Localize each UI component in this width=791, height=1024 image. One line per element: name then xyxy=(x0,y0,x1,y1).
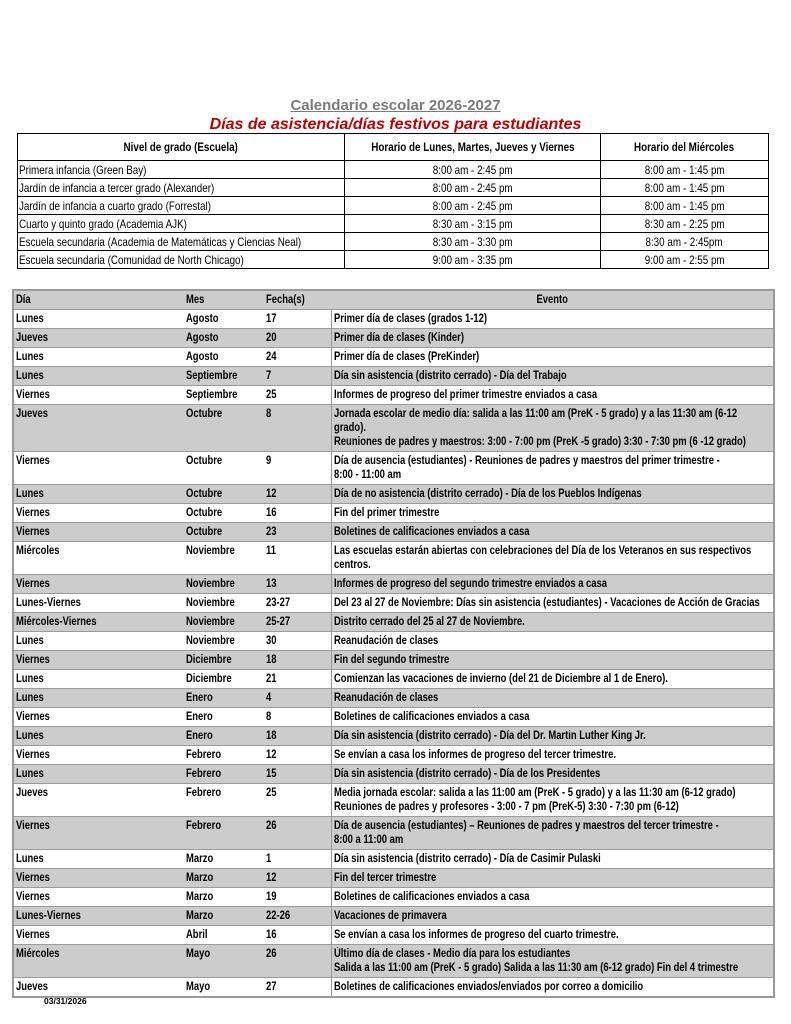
event-month: Diciembre xyxy=(184,651,264,670)
event-row xyxy=(13,613,774,632)
event-row xyxy=(13,708,774,727)
school-hours-table xyxy=(17,133,769,269)
event-description: Del 23 al 27 de Noviembre: Días sin asistencia (estudiantes) - Vacaciones de Acción de Gracias xyxy=(332,594,775,613)
event-day: Viernes xyxy=(13,386,184,405)
mtthf-hours: 8:30 am - 3:15 pm xyxy=(345,215,601,233)
event-dates: 25-27 xyxy=(264,613,332,632)
revision-date: 03/31/2026 xyxy=(44,996,87,1006)
event-row xyxy=(13,348,774,367)
event-description: Reanudación de clases xyxy=(332,632,775,651)
school-name: Escuela secundaria (Comunidad de North Chicago) xyxy=(18,251,345,269)
event-description: Primer día de clases (Kinder) xyxy=(332,329,775,348)
event-description: Día de ausencia (estudiantes) – Reuniones de padres y maestros del tercer trimestre - 8:00 a 11:00 am xyxy=(332,817,775,850)
event-month: Enero xyxy=(184,727,264,746)
event-dates: 16 xyxy=(264,504,332,523)
school-hours-row xyxy=(18,197,769,215)
wednesday-hours: 8:00 am - 1:45 pm xyxy=(601,179,769,197)
event-description: Día sin asistencia (distrito cerrado) - Día del Trabajo xyxy=(332,367,775,386)
event-dates: 20 xyxy=(264,329,332,348)
event-day: Lunes xyxy=(13,367,184,386)
event-dates: 9 xyxy=(264,452,332,485)
event-day: Lunes xyxy=(13,850,184,869)
event-row xyxy=(13,978,774,998)
event-dates: 1 xyxy=(264,850,332,869)
event-day: Viernes xyxy=(13,746,184,765)
event-description: Se envían a casa los informes de progreso del cuarto trimestre. xyxy=(332,926,775,945)
header-wednesday-hours: Horario del Miércoles xyxy=(601,134,769,161)
event-row xyxy=(13,746,774,765)
event-month: Marzo xyxy=(184,907,264,926)
event-dates: 27 xyxy=(264,978,332,998)
event-month: Octubre xyxy=(184,405,264,452)
event-dates: 16 xyxy=(264,926,332,945)
event-row xyxy=(13,523,774,542)
event-description: Día sin asistencia (distrito cerrado) - Día de los Presidentes xyxy=(332,765,775,784)
events-table xyxy=(12,289,775,998)
event-month: Mayo xyxy=(184,978,264,998)
event-description: Boletines de calificaciones enviados a casa xyxy=(332,708,775,727)
event-row xyxy=(13,888,774,907)
event-day: Lunes xyxy=(13,765,184,784)
event-description: Media jornada escolar: salida a las 11:00 am (PreK - 5 grado) y a las 11:30 am (6-12 grado) Reuniones de padres y profesores - 3:00 - 7 pm (PreK-5) 3:30 - 7:30 pm (6-12) xyxy=(332,784,775,817)
event-dates: 25 xyxy=(264,386,332,405)
event-row xyxy=(13,329,774,348)
event-description: Jornada escolar de medio día: salida a las 11:00 am (PreK - 5 grado) y a las 11:30 am (6-12 grado). Reuniones de padres y maestros: 3:00 - 7:00 pm (PreK -5 grado) 3:30 - 7:30 pm (6 -12 grado) xyxy=(332,405,775,452)
document-title: Calendario escolar 2026-2027 xyxy=(290,97,501,114)
event-day: Miércoles xyxy=(13,542,184,575)
events-header xyxy=(13,290,774,310)
event-day: Lunes xyxy=(13,689,184,708)
event-description: Comienzan las vacaciones de invierno (del 21 de Diciembre al 1 de Enero). xyxy=(332,670,775,689)
school-hours-row xyxy=(18,233,769,251)
mtthf-hours: 8:00 am - 2:45 pm xyxy=(345,197,601,215)
event-row xyxy=(13,367,774,386)
event-description: Día de ausencia (estudiantes) - Reuniones de padres y maestros del primer trimestre - 8:00 - 11:00 am xyxy=(332,452,775,485)
event-row xyxy=(13,594,774,613)
event-dates: 26 xyxy=(264,817,332,850)
event-day: Viernes xyxy=(13,575,184,594)
event-description: Boletines de calificaciones enviados/enviados por correo a domicilio xyxy=(332,978,775,998)
event-row xyxy=(13,504,774,523)
event-day: Viernes xyxy=(13,888,184,907)
event-dates: 23 xyxy=(264,523,332,542)
school-name: Jardín de infancia a tercer grado (Alexander) xyxy=(18,179,345,197)
event-dates: 8 xyxy=(264,708,332,727)
event-description: Informes de progreso del primer trimestre enviados a casa xyxy=(332,386,775,405)
event-description: Vacaciones de primavera xyxy=(332,907,775,926)
event-day: Viernes xyxy=(13,452,184,485)
event-day: Viernes xyxy=(13,651,184,670)
event-row xyxy=(13,850,774,869)
event-description: Informes de progreso del segundo trimestre enviados a casa xyxy=(332,575,775,594)
event-month: Septiembre xyxy=(184,386,264,405)
event-dates: 19 xyxy=(264,888,332,907)
event-month: Noviembre xyxy=(184,594,264,613)
event-day: Lunes-Viernes xyxy=(13,594,184,613)
event-row xyxy=(13,452,774,485)
event-day: Lunes xyxy=(13,632,184,651)
event-dates: 15 xyxy=(264,765,332,784)
header-event: Evento xyxy=(332,290,775,310)
event-description: Primer día de clases (grados 1-12) xyxy=(332,310,775,329)
school-hours-row xyxy=(18,161,769,179)
event-month: Octubre xyxy=(184,523,264,542)
event-dates: 30 xyxy=(264,632,332,651)
event-month: Agosto xyxy=(184,310,264,329)
school-name: Jardín de infancia a cuarto grado (Forrestal) xyxy=(18,197,345,215)
wednesday-hours: 8:00 am - 1:45 pm xyxy=(601,161,769,179)
event-dates: 11 xyxy=(264,542,332,575)
event-description: Día sin asistencia (distrito cerrado) - Día de Casimir Pulaski xyxy=(332,850,775,869)
event-month: Noviembre xyxy=(184,575,264,594)
event-description: Último día de clases - Medio día para los estudiantes Salida a las 11:00 am (PreK - 5 grado) Salida a las 11:30 am (6-12 grado) Fin del 4 trimestre xyxy=(332,945,775,978)
event-month: Octubre xyxy=(184,504,264,523)
event-dates: 12 xyxy=(264,485,332,504)
event-dates: 18 xyxy=(264,727,332,746)
event-day: Lunes xyxy=(13,670,184,689)
event-dates: 18 xyxy=(264,651,332,670)
wednesday-hours: 8:00 am - 1:45 pm xyxy=(601,197,769,215)
event-month: Febrero xyxy=(184,746,264,765)
mtthf-hours: 9:00 am - 3:35 pm xyxy=(345,251,601,269)
event-month: Noviembre xyxy=(184,613,264,632)
event-day: Lunes xyxy=(13,348,184,367)
event-row xyxy=(13,784,774,817)
event-day: Viernes xyxy=(13,926,184,945)
wednesday-hours: 8:30 am - 2:25 pm xyxy=(601,215,769,233)
event-month: Marzo xyxy=(184,850,264,869)
event-month: Septiembre xyxy=(184,367,264,386)
event-day: Viernes xyxy=(13,708,184,727)
event-row xyxy=(13,817,774,850)
event-description: Fin del segundo trimestre xyxy=(332,651,775,670)
event-month: Febrero xyxy=(184,784,264,817)
event-dates: 12 xyxy=(264,746,332,765)
event-row xyxy=(13,405,774,452)
event-month: Mayo xyxy=(184,945,264,978)
event-day: Jueves xyxy=(13,405,184,452)
event-dates: 21 xyxy=(264,670,332,689)
event-month: Febrero xyxy=(184,817,264,850)
event-row xyxy=(13,485,774,504)
event-month: Octubre xyxy=(184,452,264,485)
event-month: Agosto xyxy=(184,348,264,367)
event-row xyxy=(13,727,774,746)
mtthf-hours: 8:00 am - 2:45 pm xyxy=(345,179,601,197)
header-dates: Fecha(s) xyxy=(264,290,332,310)
event-month: Agosto xyxy=(184,329,264,348)
event-dates: 13 xyxy=(264,575,332,594)
event-day: Lunes-Viernes xyxy=(13,907,184,926)
event-row xyxy=(13,945,774,978)
event-day: Jueves xyxy=(13,978,184,998)
header-mtthf-hours: Horario de Lunes, Martes, Jueves y Viernes xyxy=(345,134,601,161)
event-day: Viernes xyxy=(13,869,184,888)
event-month: Febrero xyxy=(184,765,264,784)
event-description: Fin del primer trimestre xyxy=(332,504,775,523)
wednesday-hours: 9:00 am - 2:55 pm xyxy=(601,251,769,269)
event-day: Lunes xyxy=(13,485,184,504)
event-description: Se envían a casa los informes de progreso del tercer trimestre. xyxy=(332,746,775,765)
event-description: Fin del tercer trimestre xyxy=(332,869,775,888)
event-dates: 17 xyxy=(264,310,332,329)
event-month: Octubre xyxy=(184,485,264,504)
event-month: Abril xyxy=(184,926,264,945)
school-hours-row xyxy=(18,215,769,233)
event-description: Boletines de calificaciones enviados a casa xyxy=(332,523,775,542)
mtthf-hours: 8:30 am - 3:30 pm xyxy=(345,233,601,251)
mtthf-hours: 8:00 am - 2:45 pm xyxy=(345,161,601,179)
event-row xyxy=(13,907,774,926)
event-description: Día sin asistencia (distrito cerrado) - Día del Dr. Martin Luther King Jr. xyxy=(332,727,775,746)
event-row xyxy=(13,869,774,888)
event-row xyxy=(13,386,774,405)
document-subtitle: Días de asistencia/días festivos para estudiantes xyxy=(209,116,582,133)
header-month: Mes xyxy=(184,290,264,310)
event-row xyxy=(13,575,774,594)
event-dates: 12 xyxy=(264,869,332,888)
event-month: Diciembre xyxy=(184,670,264,689)
event-row xyxy=(13,542,774,575)
school-name: Cuarto y quinto grado (Academia AJK) xyxy=(18,215,345,233)
event-description: Distrito cerrado del 25 al 27 de Noviembre. xyxy=(332,613,775,632)
event-row xyxy=(13,310,774,329)
event-day: Lunes xyxy=(13,310,184,329)
event-day: Jueves xyxy=(13,329,184,348)
event-row xyxy=(13,670,774,689)
school-name: Primera infancia (Green Bay) xyxy=(18,161,345,179)
event-month: Enero xyxy=(184,689,264,708)
event-dates: 22-26 xyxy=(264,907,332,926)
event-description: Día de no asistencia (distrito cerrado) - Día de los Pueblos Indígenas xyxy=(332,485,775,504)
event-month: Noviembre xyxy=(184,542,264,575)
event-dates: 26 xyxy=(264,945,332,978)
event-row xyxy=(13,632,774,651)
event-day: Viernes xyxy=(13,817,184,850)
wednesday-hours: 8:30 am - 2:45pm xyxy=(601,233,769,251)
event-day: Viernes xyxy=(13,523,184,542)
event-month: Marzo xyxy=(184,888,264,907)
event-day: Jueves xyxy=(13,784,184,817)
event-month: Marzo xyxy=(184,869,264,888)
event-dates: 7 xyxy=(264,367,332,386)
event-dates: 23-27 xyxy=(264,594,332,613)
school-hours-header xyxy=(18,134,769,161)
school-hours-row xyxy=(18,251,769,269)
event-day: Lunes xyxy=(13,727,184,746)
event-description: Las escuelas estarán abiertas con celebraciones del Día de los Veteranos en sus respectivos centros. xyxy=(332,542,775,575)
event-description: Primer día de clases (PreKinder) xyxy=(332,348,775,367)
event-row xyxy=(13,651,774,670)
event-description: Boletines de calificaciones enviados a casa xyxy=(332,888,775,907)
event-day: Viernes xyxy=(13,504,184,523)
school-name: Escuela secundaria (Academia de Matemáticas y Ciencias Neal) xyxy=(18,233,345,251)
event-month: Enero xyxy=(184,708,264,727)
event-month: Noviembre xyxy=(184,632,264,651)
event-dates: 24 xyxy=(264,348,332,367)
event-dates: 25 xyxy=(264,784,332,817)
event-row xyxy=(13,689,774,708)
event-row xyxy=(13,765,774,784)
school-hours-row xyxy=(18,179,769,197)
event-dates: 4 xyxy=(264,689,332,708)
header-grade-level: Nivel de grado (Escuela) xyxy=(18,134,345,161)
event-day: Miércoles xyxy=(13,945,184,978)
event-dates: 8 xyxy=(264,405,332,452)
event-row xyxy=(13,926,774,945)
header-day: Día xyxy=(13,290,184,310)
event-description: Reanudación de clases xyxy=(332,689,775,708)
event-day: Miércoles-Viernes xyxy=(13,613,184,632)
